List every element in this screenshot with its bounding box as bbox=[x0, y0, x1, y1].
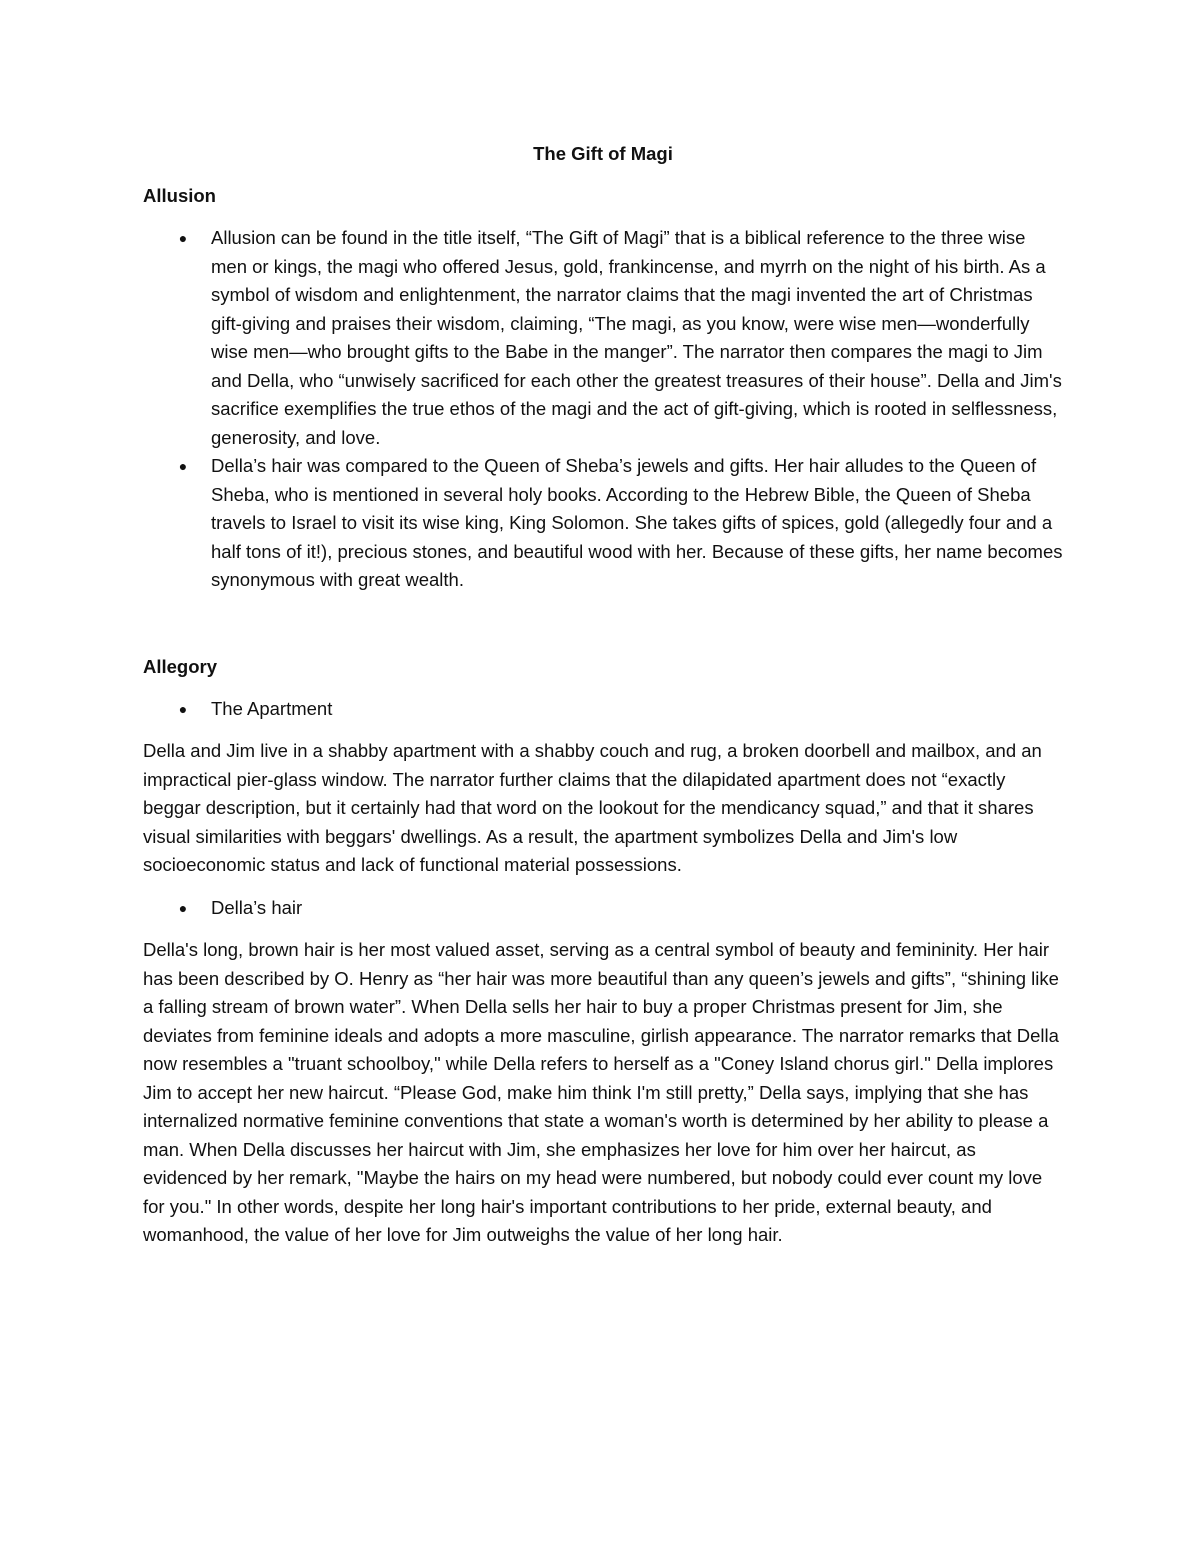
list-item bbox=[143, 695, 1063, 724]
document-title: The Gift of Magi bbox=[533, 143, 673, 164]
allegory-bullet-hair bbox=[143, 894, 1063, 923]
paragraph-apartment: Della and Jim live in a shabby apartment with a shabby couch and rug, a broken doorbell and mailbox, and an impractical pier-glass window. The narrator further claims that the dilapidated apartment does not “exactly beggar description, but it certainly had that word on the lookout for the mendicancy squad,” and that it shares visual similarities with beggars' dwellings. As a result, the apartment symbolizes Della and Jim's low socioeconomic status and lack of functional material possessions. bbox=[143, 740, 1042, 875]
section-heading-allegory: Allegory bbox=[143, 655, 218, 677]
spacer bbox=[143, 595, 1063, 653]
bullet-icon: ● bbox=[178, 899, 188, 916]
spacer bbox=[143, 723, 1063, 737]
bullet-text: The Apartment bbox=[211, 697, 333, 719]
paragraph-della-hair: Della's long, brown hair is her most valued asset, serving as a central symbol of beauty and femininity. Her hair has been described by O. Henry as “her hair was more beautiful than any queen’s jewels and gifts”, “shining like a falling stream of brown water”. When Della sells her hair to buy a proper Christmas present for Jim, she deviates from feminine ideals and adopts a more masculine, girlish appearance. The narrator remarks that Della now resembles a "truant schoolboy," while Della refers to herself as a "Coney Island chorus girl." Della implores Jim to accept her new haircut. “Please God, make him think I'm still pretty,” Della says, implying that she has internalized normative feminine conventions that state a woman's worth is determined by her ability to please a man. When Della discusses her haircut with Jim, she emphasizes her love for him over her haircut, as evidenced by her remark, "Maybe the hairs on my head were numbered, but nobody could ever count my love for you." In other words, despite her long hair's important contributions to her pride, external beauty, and womanhood, the value of her love for Jim outweighs the value of her long hair. bbox=[143, 939, 1059, 1245]
bullet-icon: ● bbox=[178, 230, 188, 246]
bullet-icon: ● bbox=[178, 700, 188, 717]
list-item bbox=[143, 452, 1063, 595]
bullet-icon: ● bbox=[178, 458, 188, 474]
section-heading-allusion: Allusion bbox=[143, 185, 216, 206]
list-item bbox=[143, 894, 1063, 923]
document-page bbox=[143, 140, 1063, 1250]
allusion-bullet-list bbox=[143, 224, 1063, 595]
bullet-text: Della’s hair bbox=[211, 896, 303, 918]
allegory-bullet-apartment bbox=[143, 695, 1063, 724]
spacer bbox=[143, 880, 1063, 894]
bullet-text: Allusion can be found in the title itself, “The Gift of Magi” that is a biblical reference to the three wise men or kings, the magi who offered Jesus, gold, frankincense, and myrrh on the night of his birth. As a symbol of wisdom and enlightenment, the narrator claims that the magi invented the art of Christmas gift-giving and praises their wisdom, claiming, “The magi, as you know, were wise men—wonderfully wise men—who brought gifts to the Babe in the manger”. The narrator then compares the magi to Jim and Della, who “unwisely sacrificed for each other the greatest treasures of their house”. Della and Jim's sacrifice exemplifies the true ethos of the magi and the act of gift-giving, which is rooted in selflessness, generosity, and love. bbox=[211, 227, 1062, 448]
bullet-text: Della’s hair was compared to the Queen of Sheba’s jewels and gifts. Her hair alludes to the Queen of Sheba, who is mentioned in several holy books. According to the Hebrew Bible, the Queen of Sheba travels to Israel to visit its wise king, King Solomon. She takes gifts of spices, gold (allegedly four and a half tons of it!), precious stones, and beautiful wood with her. Because of these gifts, her name becomes synonymous with great wealth. bbox=[211, 455, 1063, 590]
list-item bbox=[143, 224, 1063, 452]
spacer bbox=[143, 922, 1063, 936]
